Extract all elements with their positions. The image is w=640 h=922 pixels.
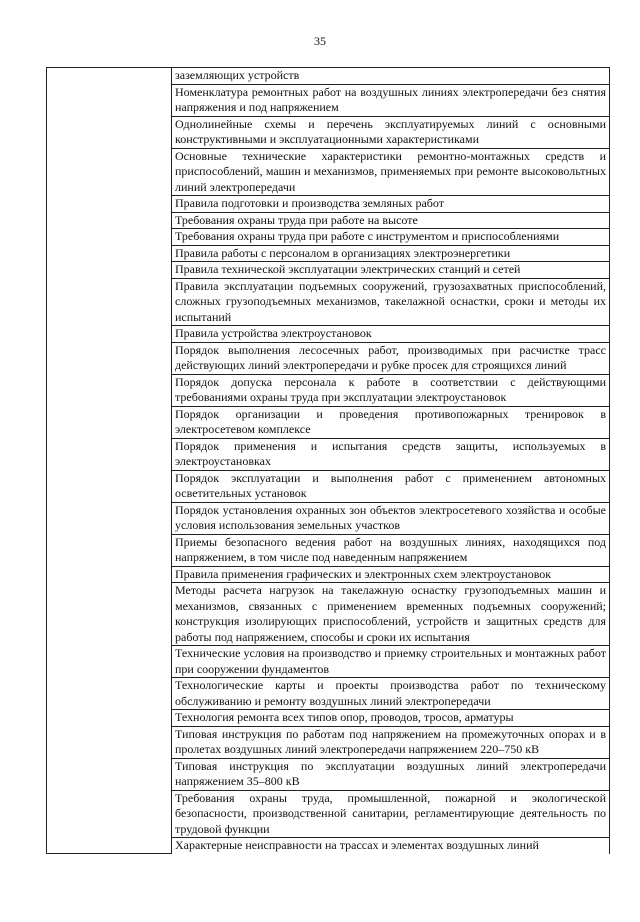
knowledge-item-cell: Требования охраны труда, промышленной, пожарной и экологической безопасности, производственной санитарии, регламентирующие деятельность по трудовой функции <box>172 790 610 838</box>
knowledge-item-cell: Требования охраны труда при работе на высоте <box>172 212 610 229</box>
knowledge-item-cell: Технические условия на производство и приемку строительных и монтажных работ при сооружении фундаментов <box>172 646 610 678</box>
knowledge-item-cell: Порядок организации и проведения противопожарных тренировок в электросетевом комплексе <box>172 406 610 438</box>
knowledge-item-cell: Правила устройства электроустановок <box>172 326 610 343</box>
knowledge-item-cell: Методы расчета нагрузок на такелажную оснастку грузоподъемных машин и механизмов, связанных с применением временных подъемных сооружений; конструкция изолирующих приспособлений, устройств и защитных средств для работы под напряжением, способы и сроки их испытания <box>172 583 610 646</box>
knowledge-item-cell: Порядок эксплуатации и выполнения работ с применением автономных осветительных установок <box>172 470 610 502</box>
knowledge-item-cell: Типовая инструкция по работам под напряжением на промежуточных опорах и в пролетах воздушных линий электропередачи напряжением 220–750 кВ <box>172 726 610 758</box>
knowledge-item-cell: Однолинейные схемы и перечень эксплуатируемых линий с основными конструктивными и эксплуатационными характеристиками <box>172 116 610 148</box>
requirements-table-body <box>47 68 610 854</box>
knowledge-item-cell: Технология ремонта всех типов опор, проводов, тросов, арматуры <box>172 710 610 727</box>
knowledge-item-cell: Порядок допуска персонала к работе в соответствии с действующими требованиями охраны труда при эксплуатации электроустановок <box>172 374 610 406</box>
knowledge-item-cell: Порядок выполнения лесосечных работ, производимых при расчистке трасс действующих линий электропередачи и рубке просек для строящихся линий <box>172 342 610 374</box>
knowledge-item-cell: Правила эксплуатации подъемных сооружений, грузозахватных приспособлений, сложных грузоподъемных механизмов, такелажной оснастки, сроки и методы их испытаний <box>172 278 610 326</box>
knowledge-item-cell: Порядок применения и испытания средств защиты, используемых в электроустановках <box>172 438 610 470</box>
page-number: 35 <box>314 34 326 48</box>
knowledge-item-cell: Требования охраны труда при работе с инструментом и приспособлениями <box>172 229 610 246</box>
knowledge-item-cell: Порядок установления охранных зон объектов электросетевого хозяйства и особые условия использования земельных участков <box>172 502 610 534</box>
table-row <box>47 68 610 85</box>
knowledge-item-cell: Номенклатура ремонтных работ на воздушных линиях электропередачи без снятия напряжения и под напряжением <box>172 84 610 116</box>
knowledge-item-cell: Основные технические характеристики ремонтно-монтажных средств и приспособлений, машин и механизмов, применяемых при ремонте высоковольтных линий электропередачи <box>172 148 610 196</box>
knowledge-item-cell: Характерные неисправности на трассах и элементах воздушных линий <box>172 838 610 854</box>
knowledge-item-cell: заземляющих устройств <box>172 68 610 85</box>
knowledge-item-cell: Типовая инструкция по эксплуатации воздушных линий электропередачи напряжением 35–800 кВ <box>172 758 610 790</box>
knowledge-item-cell: Правила технической эксплуатации электрических станций и сетей <box>172 262 610 279</box>
requirements-table <box>46 67 610 854</box>
knowledge-item-cell: Технологические карты и проекты производства работ по техническому обслуживанию и ремонту воздушных линий электропередачи <box>172 678 610 710</box>
knowledge-item-cell: Правила применения графических и электронных схем электроустановок <box>172 566 610 583</box>
knowledge-item-cell: Приемы безопасного ведения работ на воздушных линиях, находящихся под напряжением, в том числе под наведенным напряжением <box>172 534 610 566</box>
knowledge-item-cell: Правила подготовки и производства земляных работ <box>172 196 610 213</box>
section-name-cell <box>47 68 172 854</box>
knowledge-item-cell: Правила работы с персоналом в организациях электроэнергетики <box>172 245 610 262</box>
